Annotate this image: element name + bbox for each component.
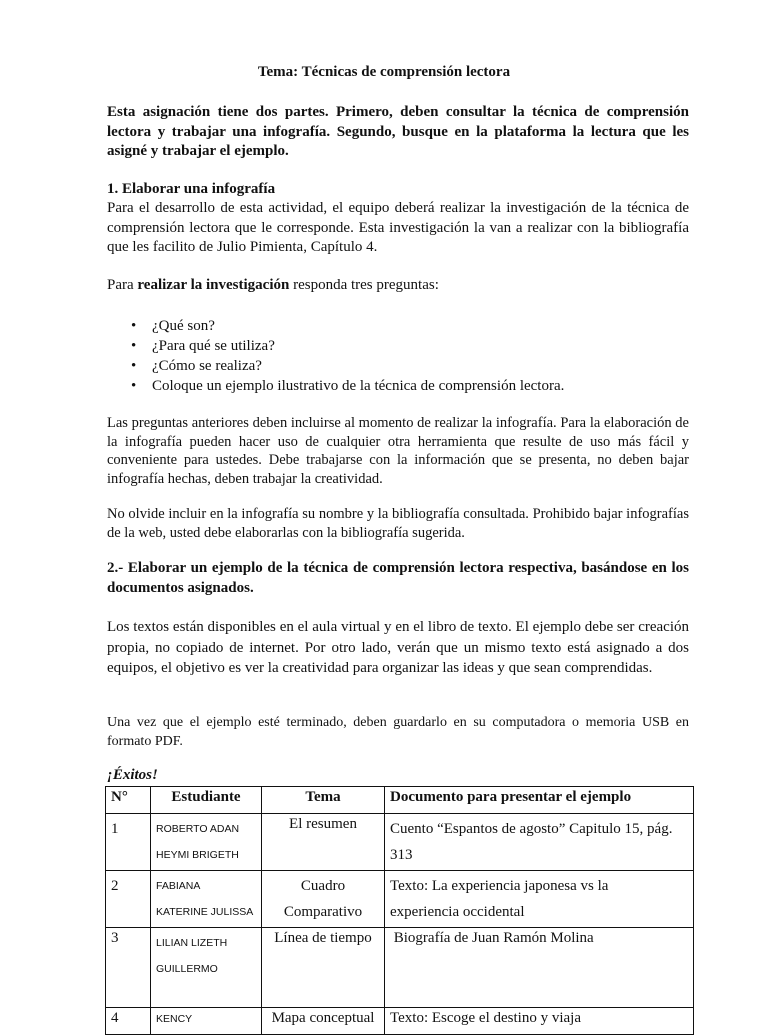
list-item	[107, 356, 707, 376]
document-line: Cuento “Espantos de agosto” Capitulo 15, pág.	[390, 821, 673, 837]
bullet-icon: •	[131, 378, 137, 394]
header-topic: Tema	[262, 787, 385, 814]
document-line: Texto: La experiencia japonesa vs la	[390, 878, 609, 894]
page-title: Tema: Técnicas de comprensión lectora	[257, 64, 511, 80]
row-number: 2	[106, 871, 151, 928]
section2-heading: 2.- Elaborar un ejemplo de la técnica de comprensión lectora respectiva, basándose en los documentos asignados.	[107, 560, 689, 596]
bullet-icon: •	[131, 338, 137, 354]
header-number: N°	[106, 787, 151, 814]
topic-line: Línea de tiempo	[274, 930, 372, 946]
section2-paragraph: Los textos están disponibles en el aula virtual y en el libro de texto. El ejemplo debe ser creación propia, no copiado de internet. Por otro lado, verán que un mismo texto está asignado a dos equipos, el objetivo es ver la creatividad para organizar las ideas y que sean comprendidas.	[107, 619, 689, 676]
row-students	[151, 871, 262, 928]
questions-note-paragraph: Las preguntas anteriores deben incluirse al momento de realizar la infografía. Para la elaboración de la infografía pueden hacer uso de cualquier otra herramienta que resulte de uso más fácil y conveniente para ustedes. Debe trabajarse con la información que se presenta, no deben bajar infografía hechas, deben trabajar la creatividad.	[107, 415, 689, 487]
student-name: HEYMI BRIGETH	[156, 849, 239, 861]
topic-line: Cuadro	[300, 878, 346, 894]
header-document: Documento para presentar el ejemplo	[385, 787, 694, 814]
row-students	[151, 928, 262, 1008]
investigation-line	[107, 276, 689, 296]
row-number: 1	[106, 814, 151, 871]
list-item	[107, 336, 707, 356]
list-item	[107, 316, 707, 336]
document-line: 313	[390, 847, 413, 863]
row-number: 4	[106, 1008, 151, 1035]
table-header-row	[106, 787, 694, 814]
exitos-label: ¡Éxitos!	[107, 767, 158, 783]
section1-paragraph: Para el desarrollo de esta actividad, el equipo deberá realizar la investigación de la técnica de comprensión lectora que le corresponde. Esta investigación la van a realizar con la bibliografía que les facilito de Julio Pimienta, Capítulo 4.	[107, 200, 689, 255]
row-document	[385, 814, 694, 871]
row-students	[151, 1008, 262, 1035]
questions-list	[107, 316, 707, 396]
topic-line: Mapa conceptual	[271, 1010, 375, 1026]
row-topic	[262, 928, 385, 1008]
student-name: KATERINE JULISSA	[156, 906, 254, 918]
row-number: 3	[106, 928, 151, 1008]
table-row	[106, 871, 694, 928]
row-topic	[262, 1008, 385, 1035]
list-item-text: ¿Cómo se realiza?	[152, 358, 262, 374]
investigation-prefix: Para	[107, 277, 138, 293]
investigation-bold: realizar la investigación	[137, 277, 290, 293]
table-row	[106, 928, 694, 1008]
row-document	[385, 928, 694, 1008]
document-line: Biografía de Juan Ramón Molina	[390, 930, 594, 946]
topic-line: Comparativo	[283, 904, 363, 920]
list-item-text: ¿Qué son?	[152, 318, 215, 334]
assignments-table	[105, 786, 694, 1035]
row-topic	[262, 814, 385, 871]
document-line: Texto: Escoge el destino y viaja	[390, 1010, 581, 1026]
document-line: experiencia occidental	[390, 904, 525, 920]
student-name: GUILLERMO	[156, 963, 218, 975]
list-item	[107, 376, 707, 396]
table-row	[106, 814, 694, 871]
investigation-suffix: responda tres preguntas:	[289, 277, 439, 293]
row-document	[385, 1008, 694, 1035]
student-name: LILIAN LIZETH	[156, 937, 228, 949]
list-item-text: ¿Para qué se utiliza?	[152, 338, 275, 354]
table-row	[106, 1008, 694, 1035]
row-document	[385, 871, 694, 928]
topic-line: El resumen	[289, 816, 357, 832]
intro-paragraph: Esta asignación tiene dos partes. Primero, deben consultar la técnica de comprensión lectora y trabajar una infografía. Segundo, busque en la plataforma la lectura que les asigné y trabajar el ejemplo.	[107, 104, 689, 159]
row-students	[151, 814, 262, 871]
student-name: ROBERTO ADAN	[156, 823, 240, 835]
list-item-text: Coloque un ejemplo ilustrativo de la técnica de comprensión lectora.	[152, 378, 565, 394]
bibliography-note-paragraph: No olvide incluir en la infografía su nombre y la bibliografía consultada. Prohibido bajar infografías de la web, usted debe elaborarlas con la bibliografía sugerida.	[107, 506, 689, 541]
bullet-icon: •	[131, 358, 137, 374]
save-instructions-paragraph: Una vez que el ejemplo esté terminado, deben guardarlo en su computadora o memoria USB en formato PDF.	[107, 715, 689, 749]
section1-heading: 1. Elaborar una infografía	[107, 181, 276, 197]
student-name: FABIANA	[156, 880, 201, 892]
bullet-icon: •	[131, 318, 137, 334]
header-student: Estudiante	[151, 787, 262, 814]
student-name: KENCY	[156, 1013, 193, 1025]
row-topic	[262, 871, 385, 928]
